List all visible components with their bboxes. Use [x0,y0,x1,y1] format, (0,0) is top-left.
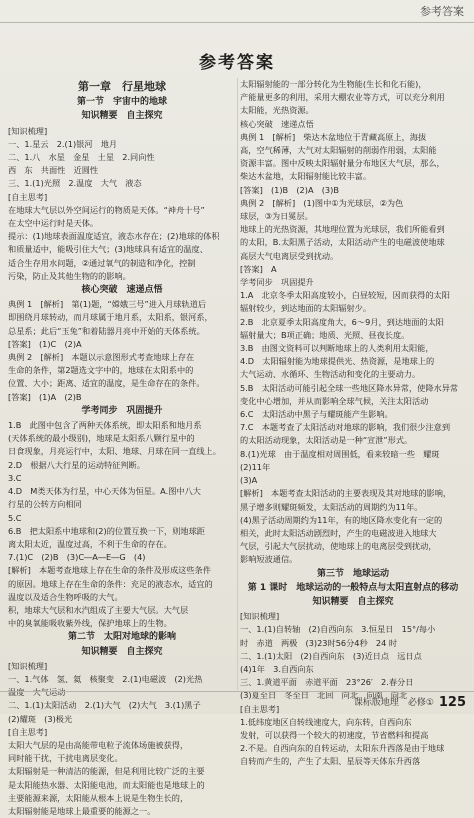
text-line: 高，空气稀薄，大气对太阳辐射的削弱作用弱，太阳能 [240,145,437,156]
text-line: 是太阳能热水器、太阳能电池，而太阳能也是地球上的 [8,779,205,790]
right-lines [240,78,466,567]
text-line: 1.A 北京冬季太阳高度较小，白昼较短，因而获得的太阳 [240,290,450,301]
text-line: 球层，③为日冕层。 [240,211,313,222]
text-line: 相关，此时太阳活动剧烈时，产生的电磁波进入地球大 [240,527,437,538]
text-line: [答案] (1)A (2)B [8,391,82,402]
text-line: 太阳辐射能的一部分转化为生物能(生长和化石能)， [240,79,427,89]
text-line: (天体系统的最小级别)，地球是太阳系八颗行星中的 [8,433,195,444]
text-line: 行星的公转方向相同 [8,499,82,510]
text-line: 同时能干扰，干扰电离层变化。 [8,753,123,764]
section-title: 第一节 宇宙中的地球 [76,97,167,108]
text-line: 6.C 太阳活动中黑子与耀斑能产生影响。 [240,409,393,420]
text-line: [知识梳理] [8,125,48,136]
text-line: 学考同步 巩固提升 [240,277,314,288]
text-line: 5.C [8,512,30,523]
text-line: (3)A [240,475,258,486]
text-line: 离太阳太近，温度过高，不利于生命的存在。 [8,538,172,549]
text-line: 西 东 共面性 近圆性 [8,165,99,176]
text-line: [答案] (1)B (2)A (3)B [240,184,339,195]
text-line: 资源丰富。图中反映太阳辐射量分布地区大气层，那么， [240,158,445,169]
header-bar [0,0,474,23]
text-line: 典例 2 [解析] (1)图中①为光球层，②为色 [240,197,404,208]
text-line: 污染，防止及其他生物的的影响。 [8,270,131,281]
text-line: 典例 2 [解析] 本题以示意图形式考查地球上存在 [8,352,195,363]
text-line: 日食现象，月亮运行中，太阳、地球、月球在同一直线上。 [8,446,221,457]
left-lines [8,660,236,818]
text-line: 1.B 此图中包含了两种天体系统，即太阳系和地月系 [8,420,202,431]
text-line: 变化中心增加，并从而影响全球气候，关注太阳活动 [240,395,429,406]
text-line: 太阳能，光热资源。 [240,105,314,116]
text-line: [自主思考] [240,703,280,714]
section-title: 第三节 地球运动 [316,568,389,579]
text-line: 在太空中运行时是天体。 [8,218,99,229]
section-title: 第二节 太阳对地球的影响 [67,632,176,643]
text-line: 自转而产生的，产生了太阳、星辰等天体东升西落 [240,756,421,767]
text-line: 在地球大气层以外空间运行的物质是天体。“神舟十号” [8,204,205,215]
text-line: 6.B 把太阳系中地球和(2)的位置互换一下，则地球距 [8,525,205,536]
text-line: 的太阳活动现象，太阳活动是一种“宣泄”形式。 [240,435,413,446]
text-line: 二、1.(1)太阳 (2)自西向东 (3)近日点 远日点 [240,650,422,661]
text-line: 影响短波通信。 [240,554,298,565]
text-line: [答案] A [240,263,277,274]
text-line: (2)耀斑 (3)极光 [8,713,73,724]
text-line: 2.不是。自西向东的自转运动，太阳东升西落是由于地球 [240,743,445,754]
right-column [240,78,466,769]
text-line: 地球上的光热资源，其地理位置为光球层，我们所能看到 [240,224,445,235]
text-line: 生命的条件，第2题选文字中的，地球在太阳系中的 [8,365,194,376]
text-line: (4)1年 3.自西向东 [240,663,314,674]
text-line: [知识梳理] [8,660,48,671]
text-line: 即围绕月球转动，而月球属于地月系，太阳系，银河系， [8,312,213,323]
text-line: (2)11年 [240,461,271,472]
text-line: 典例 1 [解析] 第(1)题，“嫦娥三号”进入月球轨道后 [8,299,207,310]
left-lines [8,298,236,404]
text-line: 一、1.星云 2.(1)银河 地月 [8,138,118,149]
text-line: 辐射较少，到达地面的太阳辐射少。 [240,303,372,314]
text-line: 时 赤道 两极 (3)23时56分4秒 24 时 [240,637,398,648]
text-line: 的太阳，B.太阳黑子活动，太阳活动产生的电磁波使地球 [240,237,445,248]
text-line: 适合生存用水问题，②通过氧气的制造和净化，控制 [8,257,196,268]
text-line: 柴达木盆地，太阳辐射能比较丰富。 [240,171,372,182]
text-line: 2.B 北京夏季太阳高度角大，6～9月，到达地面的太阳 [240,316,444,327]
text-line: [自主思考] [8,726,48,737]
header-label: 参考答案 [420,5,464,18]
page-number: 125 [438,695,466,710]
text-line: 2.D 根据八大行星的运动特征判断。 [8,459,145,470]
text-line: 太阳辐射能是地球上最重要的能源之一。 [8,805,156,816]
text-line: 三、1.黄道平面 赤道平面 23°26′ 2.春分日 [240,677,414,688]
text-line: 二、1.八 水星 金星 土星 2.同向性 [8,152,155,163]
text-line: 大气运动、水循环、生物活动和变化的主要动力。 [240,369,421,380]
footer-text: 课标版地理 必修① [353,698,434,708]
text-line: 核心突破 速递点悟 [240,118,314,129]
text-line: 典例 1 [解析] 柴达木盆地位于青藏高原上，海拔 [240,131,427,142]
page-title: 参考答案 [199,53,275,73]
footer [0,691,474,714]
text-line: 三、1.(1)光照 2.温度 大气 液态 [8,178,142,189]
subsection-title: 知识精要 自主探究 [312,596,394,607]
text-line: 的原因。地球上存在生命的条件：充足的液态水，适宜的 [8,578,213,589]
left-lines [8,125,236,283]
text-line: [解析] 本题考查地球上存在生命的条件及形成这些条件 [8,565,211,576]
text-line: 高层大气电离层受到扰动。 [240,250,339,261]
text-line: 4.D M类天体为行星，中心天体为恒星。A.图中八大 [8,486,201,497]
text-line: [知识梳理] [240,611,280,622]
text-line: 二、1.(1)太阳活动 2.(1)大气 (2)大气 3.(1)黑子 [8,700,201,711]
text-line: 4.D 太阳辐射能为地球提供光、热资源，是地球上的 [240,356,435,367]
text-line: 积，地球大气层和水汽组成了主要大气层。大气层 [8,604,189,615]
text-line: 总星系；此后“玉兔”和着陆器月亮中开始的天体系统。 [8,325,205,336]
text-line: 7.(1)C (2)B (3)C―A―E―G (4) [8,552,146,563]
text-line: 发射，可以获得一个较大的初速度，节省燃料和提高 [240,729,429,740]
text-line: 3.B 由图文资料可以判断地球上的人类利用太阳能， [240,343,434,354]
text-line: 温度以及适合生物呼吸的大气。 [8,591,123,602]
text-line: 提示：(1)地球表面温度适宜，液态水存在；(2)地球的体积 [8,231,220,242]
text-line: (3)夏至日 冬至日 北回 向北 向南 向北 [240,690,408,701]
text-line: 中的臭氧能吸收紫外线，保护地球上的生物。 [8,618,172,629]
text-line: 太阳大气层的是由高能带电粒子流体场施被获得， [8,739,189,750]
subsection-title: 知识精要 自主探究 [81,646,163,657]
subsection-title: 核心突破 速递点悟 [81,285,163,296]
text-line: 黑子增多则耀斑频发，太阳活动的周期约为11年。 [240,501,423,512]
text-line: 7.C 本题考查了太阳活动对地球的影响，我们很少注意到 [240,422,451,433]
text-line: 气层，引起大气层扰动，使地球上的电离层受到扰动， [240,541,437,552]
text-line: (4)黑子活动周期约为11年，有的地区降水变化有一定的 [240,514,443,525]
column-divider [237,78,238,690]
text-line: 主要能源来源，太阳能从根本上说是生物生长的， [8,792,189,803]
text-line: 和质量适中，能吸引住大气；(3)地球具有适宜的温度、 [8,244,208,255]
text-line: [答案] (1)C (2)A [8,338,82,349]
text-line: 位置、大小；距离、适宜的温度，是生命存在的条件。 [8,378,205,389]
text-line: 产能量更多的利用，采用大棚农业等方式，可以充分利用 [240,92,445,103]
text-line: 辐射量大；B项正确；地质、光照、昼夜长度。 [240,329,410,340]
text-line: [自主思考] [8,191,48,202]
text-line: 3.C [8,472,30,483]
text-line: 太阳辐射是一种清洁的能源，但是利用比较广泛的主要 [8,766,205,777]
text-line: [解析] 本题考查太阳活动的主要表现及其对地球的影响， [240,488,452,499]
subsection-title: 知识精要 自主探究 [81,111,163,122]
text-line: 5.B 太阳活动可能引起全球一些地区降水异常，使降水异常 [240,382,459,393]
text-line: 温度 大气运动 [8,687,66,698]
chapter-title: 第一章 行星地球 [78,80,166,93]
text-line: 1.低纬度地区自转线速度大，向东转，自西向东 [240,716,412,727]
subsection-title: 学考同步 巩固提升 [81,405,163,416]
text-line: 8.(1)光球 由于温度相对周围低，看来较暗一些 耀斑 [240,448,440,459]
right-lines [240,610,466,768]
text-line: 一、1.气体 氢、氦 核聚变 2.(1)电磁波 (2)光热 [8,673,203,684]
left-lines [8,419,236,630]
text-line: 一、1.(1)自转轴 (2)自西向东 3.恒星日 15°/每小 [240,624,436,635]
lesson-title: 第 1 课时 地球运动的一般特点与太阳直射点的移动 [247,582,459,593]
